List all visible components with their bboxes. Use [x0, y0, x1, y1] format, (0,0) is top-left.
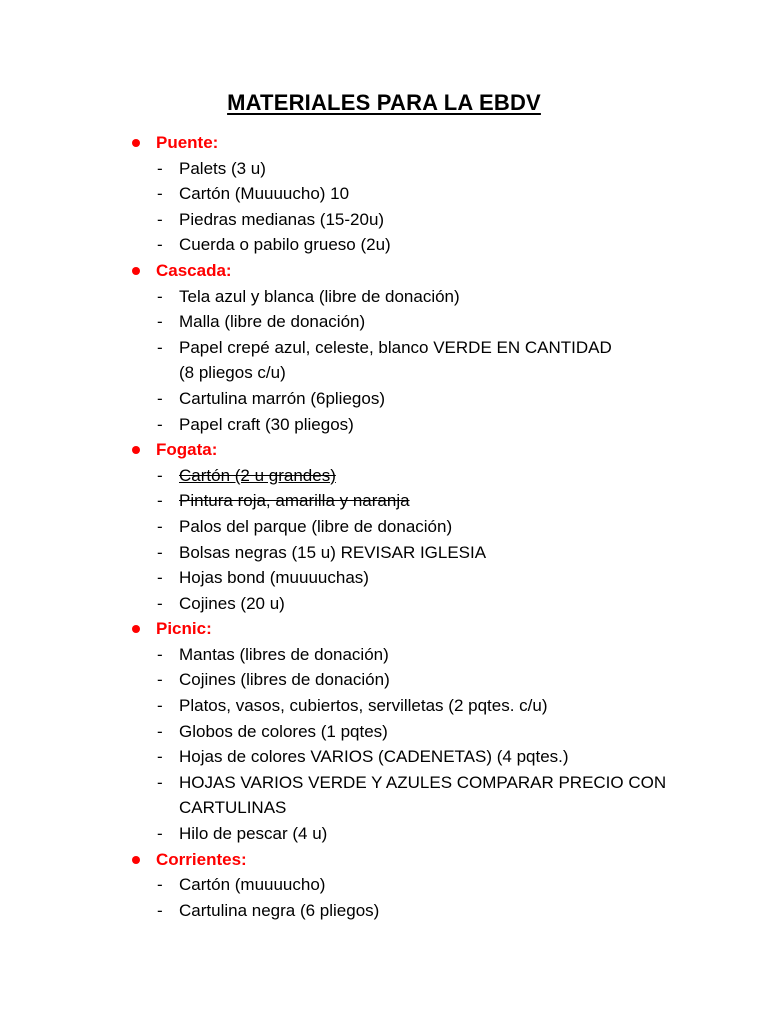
dash-marker: - [157, 312, 163, 332]
list-item [130, 360, 730, 386]
list-item-text: Palets (3 u) [179, 158, 266, 178]
dash-marker: - [157, 388, 163, 408]
dash-marker: - [157, 414, 163, 434]
dash-marker: - [157, 568, 163, 588]
list-item [130, 898, 730, 924]
page-title: MATERIALES PARA LA EBDV [227, 90, 541, 115]
dash-marker: - [157, 337, 163, 357]
red-bullet-icon [132, 139, 140, 147]
dash-marker: - [157, 542, 163, 562]
dash-marker: - [157, 875, 163, 895]
dash-marker: - [157, 465, 163, 485]
dash-marker: - [157, 824, 163, 844]
red-bullet-icon [132, 625, 140, 633]
dash-marker: - [157, 516, 163, 536]
list-item-text: Cojines (20 u) [179, 593, 285, 613]
list-item-text: (8 pliegos c/u) [179, 363, 286, 383]
list-item-text: Pintura roja, amarilla y naranja [179, 491, 410, 511]
materials-list [130, 130, 730, 923]
list-item [130, 642, 730, 668]
list-item-text: Bolsas negras (15 u) REVISAR IGLESIA [179, 542, 487, 562]
section-heading [130, 847, 730, 873]
list-item [130, 386, 730, 412]
list-item [130, 309, 730, 335]
dash-marker: - [157, 747, 163, 767]
dash-marker: - [157, 209, 163, 229]
list-item-text: Papel crepé azul, celeste, blanco VERDE EN CANTIDAD [179, 337, 612, 357]
list-item-text: Palos del parque (libre de donación) [179, 516, 453, 536]
list-item-text: Cartulina negra (6 pliegos) [179, 900, 380, 920]
section-heading-label: Picnic: [156, 619, 212, 639]
red-bullet-icon [132, 446, 140, 454]
list-item [130, 463, 730, 489]
list-item-text: Piedras medianas (15-20u) [179, 209, 385, 229]
list-item [130, 207, 730, 233]
list-item [130, 488, 730, 514]
dash-marker: - [157, 184, 163, 204]
section-heading-label: Fogata: [156, 440, 218, 460]
section-heading-label: Puente: [156, 133, 219, 152]
dash-marker: - [157, 491, 163, 511]
list-item [130, 156, 730, 182]
section-heading [130, 616, 730, 642]
list-item-text: Cuerda o pabilo grueso (2u) [179, 235, 391, 255]
list-item [130, 719, 730, 745]
section-heading-label: Cascada: [156, 260, 232, 280]
dash-marker: - [157, 158, 163, 178]
list-item [130, 181, 730, 207]
list-item [130, 744, 730, 770]
list-item-text: Cojines (libres de donación) [179, 670, 390, 690]
list-item-text: Platos, vasos, cubiertos, servilletas (2 pqtes. c/u) [179, 696, 548, 716]
list-item [130, 821, 730, 847]
list-item-text: Cartón (Muuuucho) 10 [179, 184, 350, 204]
list-item-text: Cartón (muuuucho) [179, 875, 326, 895]
list-item-text: CARTULINAS [179, 798, 287, 818]
dash-marker: - [157, 286, 163, 306]
list-item [130, 693, 730, 719]
list-item-text: Tela azul y blanca (libre de donación) [179, 286, 460, 306]
list-item [130, 540, 730, 566]
list-item-text: Cartulina marrón (6pliegos) [179, 388, 385, 408]
list-item [130, 872, 730, 898]
list-item-text: Hojas bond (muuuuchas) [179, 568, 369, 588]
list-item-text: HOJAS VARIOS VERDE Y AZULES COMPARAR PRECIO CON [179, 772, 667, 792]
section-heading-label: Corrientes: [156, 849, 247, 869]
dash-marker: - [157, 696, 163, 716]
list-item [130, 770, 730, 796]
list-item [130, 591, 730, 617]
list-item-text: Mantas (libres de donación) [179, 644, 389, 664]
dash-marker: - [157, 900, 163, 920]
list-item [130, 335, 730, 361]
red-bullet-icon [132, 856, 140, 864]
dash-marker: - [157, 235, 163, 255]
list-item-text: Globos de colores (1 pqtes) [179, 721, 388, 741]
list-item [130, 565, 730, 591]
section-heading [130, 437, 730, 463]
section-heading [130, 258, 730, 284]
dash-marker: - [157, 721, 163, 741]
list-item-text: Papel craft (30 pliegos) [179, 414, 354, 434]
list-item-text: Hilo de pescar (4 u) [179, 824, 328, 844]
list-item [130, 667, 730, 693]
list-item [130, 514, 730, 540]
dash-marker: - [157, 644, 163, 664]
list-item-text: Cartón (2 u grandes) [179, 465, 336, 485]
dash-marker: - [157, 772, 163, 792]
dash-marker: - [157, 593, 163, 613]
list-item [130, 284, 730, 310]
list-item [130, 412, 730, 438]
list-item-text: Malla (libre de donación) [179, 312, 366, 332]
list-item [130, 795, 730, 821]
red-bullet-icon [132, 267, 140, 275]
dash-marker: - [157, 670, 163, 690]
section-heading [130, 130, 730, 156]
list-item-text: Hojas de colores VARIOS (CADENETAS) (4 pqtes.) [179, 747, 569, 767]
list-item [130, 232, 730, 258]
